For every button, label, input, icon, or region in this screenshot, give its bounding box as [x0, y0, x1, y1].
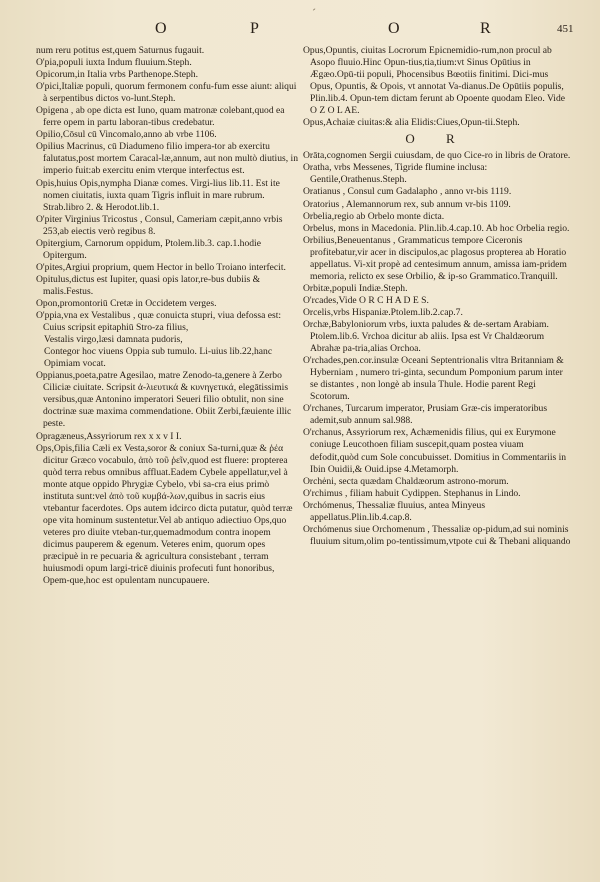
dictionary-entry: Opus,Achaiæ ciuitas:& alia Elidis:Ciues,Opun-tii.Steph. — [303, 117, 520, 129]
dictionary-entry: Orchæ,Babyloniorum vrbs, iuxta paludes & de-sertam Arabiam. Ptolem.lib.6. Vrchoa dicitur ab aliis. Ipsa est Vr Chaldæorum Abrahæ pa-tria,alias Orchoa. — [303, 318, 549, 355]
page-number: 451 — [557, 23, 574, 35]
dictionary-entry: Orbilius,Beneuentanus , Grammaticus tempore Ciceronis profitebatur,vir acer in discipulos,ac plagosus propterea ab Horatio appellatus. Vi-xit propè ad centesimum annum, amissa iam-pridem memoria, relicto ex sese Orbilio, & ip-so Grammatico.Tranquill. — [303, 234, 567, 282]
dictionary-entry: Opitergium, Carnorum oppidum, Ptolem.lib.3. cap.1.hodie Opitergum. — [36, 237, 261, 261]
dictionary-entry: Opus,Opuntis, ciuitas Locrorum Epicnemidio-rum,non procul ab Asopo fluuio.Hinc Opun-tius,tia,tium:vt Sinus Opūtius in Ægæo.Opū-tii populi, Phocensibus Bœotiis finitimi. Dici-mus Opus, Opuntis, & Opois, vt annotat Va-dianus.De Opūtiis populis, Plin.lib.4. Opun-tem dictam ferunt ab Opoente quodam Eleo. Vide O Z O L AE. — [303, 45, 566, 117]
dictionary-entry: Orbitæ,populi Indiæ.Steph. — [303, 282, 408, 294]
dictionary-entry: O'rchanes, Turcarum imperator, Prusiam Græ-cis imperatoribus ademit,sub annum sal.988. — [303, 403, 548, 427]
dictionary-entry: Opilio,Cōsul cū Vincomalo,anno ab vrbe 1106. — [36, 129, 217, 141]
dictionary-entry: Opis,huius Opis,nympha Dianæ comes. Virgi-lius lib.11. Est ite nomen ciuitatis, iuxta quam Tigris influit in mare rubrum. Strab.libro 2. & Herodot.lib.1. — [36, 177, 280, 213]
dictionary-entry: Oppianus,poeta,patre Agesilao, matre Zenodo-ta,genere à Zerbo Ciliciæ ciuitate. Scripsit ἀ-λιευτικά & κυνηγετικά, elegātissimis versibus,quæ Antonino imperatori Seueri filio obtulit, non sine doctrinæ suæ maxima commendatione. Obiit Zerbi,fæuiente illic peste. — [36, 370, 292, 430]
dictionary-entry: O'ppia,vna ex Vestalibus , quæ conuicta stupri, viua defossa est: Cuius scripsit epitaphiū Stro-za filius, — [36, 310, 282, 334]
dictionary-entry: O'pia,populi iuxta Indum fluuium.Steph. — [36, 57, 192, 69]
dictionary-entry: O'rchimus , filiam habuit Cydippen. Stephanus in Lindo. — [303, 487, 521, 499]
dictionary-entry: Oratianus , Consul cum Gadalapho , anno vr-bis 1119. — [303, 186, 512, 198]
header-letter-p: P — [250, 20, 260, 37]
dictionary-entry: Opon,promontoriū Cretæ in Occidetem verges. — [36, 297, 217, 309]
dictionary-entry: O'rcades,Vide O R C H A D E S. — [303, 294, 429, 306]
dictionary-entry: Opilius Macrinus, cū Diadumeno filio impera-tor ab exercitu falutatus,post mortem Caracal-læ,annum, aut non multò diutius, in imperio fuit:ab exercitu enim vterque interfectus est. — [36, 141, 298, 177]
verse-line: Contegor hoc viuens Oppia sub tumulo. Li-uius lib.22,hanc Opimiam vocat. — [44, 346, 273, 370]
top-mark: ´ — [312, 6, 316, 20]
right-column — [303, 45, 571, 548]
running-header — [0, 20, 600, 42]
dictionary-entry: num reru potitus est,quem Saturnus fugauit. — [36, 45, 205, 56]
dictionary-entry: Orcelis,vrbs Hispaniæ.Ptolem.lib.2.cap.7. — [303, 306, 463, 318]
dictionary-entry: Orchómenus siue Orchomenum , Thessaliæ op-pidum,ad sui nominis fluuium situm,olim po-tentissimum,vtpote cui & Thebani aliquando — [303, 523, 571, 547]
dictionary-entry: Orchėni, secta quædam Chaldæorum astrono-morum. — [303, 475, 509, 487]
section-heading: O R — [405, 131, 469, 147]
right-column-top-entries — [303, 45, 571, 129]
header-letter-o-right: O — [388, 20, 401, 37]
left-column — [36, 45, 301, 587]
dictionary-entry: O'rchanus, Assyriorum rex, Achæmenidis filius, qui ex Eurymone coniuge Leucothoen filiam suscepit,quam postea viuam defodit,quòd cum Sole concubuisset. Domitius in Commentariis in Ibin Ouidii,& Ouid.ipse 4.Metamorph. — [303, 427, 567, 475]
dictionary-entry: Opragæneus,Assyriorum rex x x v I I. — [36, 430, 182, 442]
dictionary-entry: Orāta,cognomen Sergii cuiusdam, de quo Cice-ro in libris de Oratore. — [303, 150, 571, 162]
right-column-bottom-entries — [303, 150, 571, 548]
dictionary-entry: O'rchades,pen.cor.insulæ Oceani Septentrionalis vltra Britanniam & Hyberniam , numero tri-ginta, secundum Pomponium parum inter se distantes , non longè ab insula Thule. Hodie parent Regi Scotorum. — [303, 355, 564, 403]
dictionary-entry: Oratorius , Alemannorum rex, sub annum vr-bis 1109. — [303, 198, 511, 210]
dictionary-entry: O'piter Virginius Tricostus , Consul, Cameriam cæpit,anno vrbis 253,ab eiectis verò regibus 8. — [36, 213, 283, 237]
dictionary-entry: O'pites,Argiui proprium, quem Hector in bello Troiano interfecit. — [36, 261, 286, 273]
dictionary-entry: Orbelus, mons in Macedonia. Plin.lib.4.cap.10. Ab hoc Orbelia regio. — [303, 222, 570, 234]
dictionary-entry: Opicorum,in Italia vrbs Parthenope.Steph. — [36, 69, 198, 81]
dictionary-entry: O'pici,Italiæ populi, quorum fermonem confu-fum esse aiunt: aliqui à serpentibus dictos vo-lunt.Steph. — [36, 81, 297, 105]
dictionary-entry: Orathа, vrbs Messenes, Tigride flumine inclusa: Gentile,Orathenus.Steph. — [303, 162, 488, 186]
dictionary-entry: Opitulus,dictus est Iupiter, quasi opis lator,re-bus dubiis & malis.Festus. — [36, 273, 261, 297]
header-letter-o: O — [155, 20, 168, 37]
verse-line: Vestalis virgo,læsi damnata pudoris, — [44, 334, 183, 346]
dictionary-entry: Orchómenus, Thessaliæ fluuius, antea Minyeus appellatus.Plin.lib.4.cap.8. — [303, 499, 486, 523]
dictionary-entry: Orbelia,regio ab Orbelo monte dicta. — [303, 210, 445, 222]
header-letter-r: R — [480, 20, 492, 37]
dictionary-entry: Ops,Opis,filia Cæli ex Vesta,soror & coniux Sa-turni,quæ & ῥέα dicitur Græco vocabulo, ἀπὸ τοῦ ῥεῖν,quod est fluere: propterea quòd terra rebus omnibus affluat.Eadem Cybele appellatur,vel à monte atque oppido Phrygiæ Cybelo, vbi sa-cra eius primò instituta sunt:vel ἀπὸ τοῦ κυμβά-λων,quibus in sacris eius vtebantur facerdotes. Ops autem idcirco dicta putatur, quòd terræ ope vita hominum sustentetur.Vel ab antiquo adiectiuo Ops,quo veteres pro diuite vteban-tur,quemadmodum contra inopem dicimus pauperem & egenum. Veteres enim, quorum opes præcipuè in re pecuaria & agricultura consistebant , terram huiusmodi opum largi-tricē diuinis profecuti funt honoribus, Opem-que,hoc est opulentam nuncupauere. — [36, 442, 293, 587]
dictionary-entry: Opigena , ab ope dicta est Iuno, quam matronæ colebant,quod ea ferre opem in partu laboran-tibus credebatur. — [36, 105, 285, 129]
